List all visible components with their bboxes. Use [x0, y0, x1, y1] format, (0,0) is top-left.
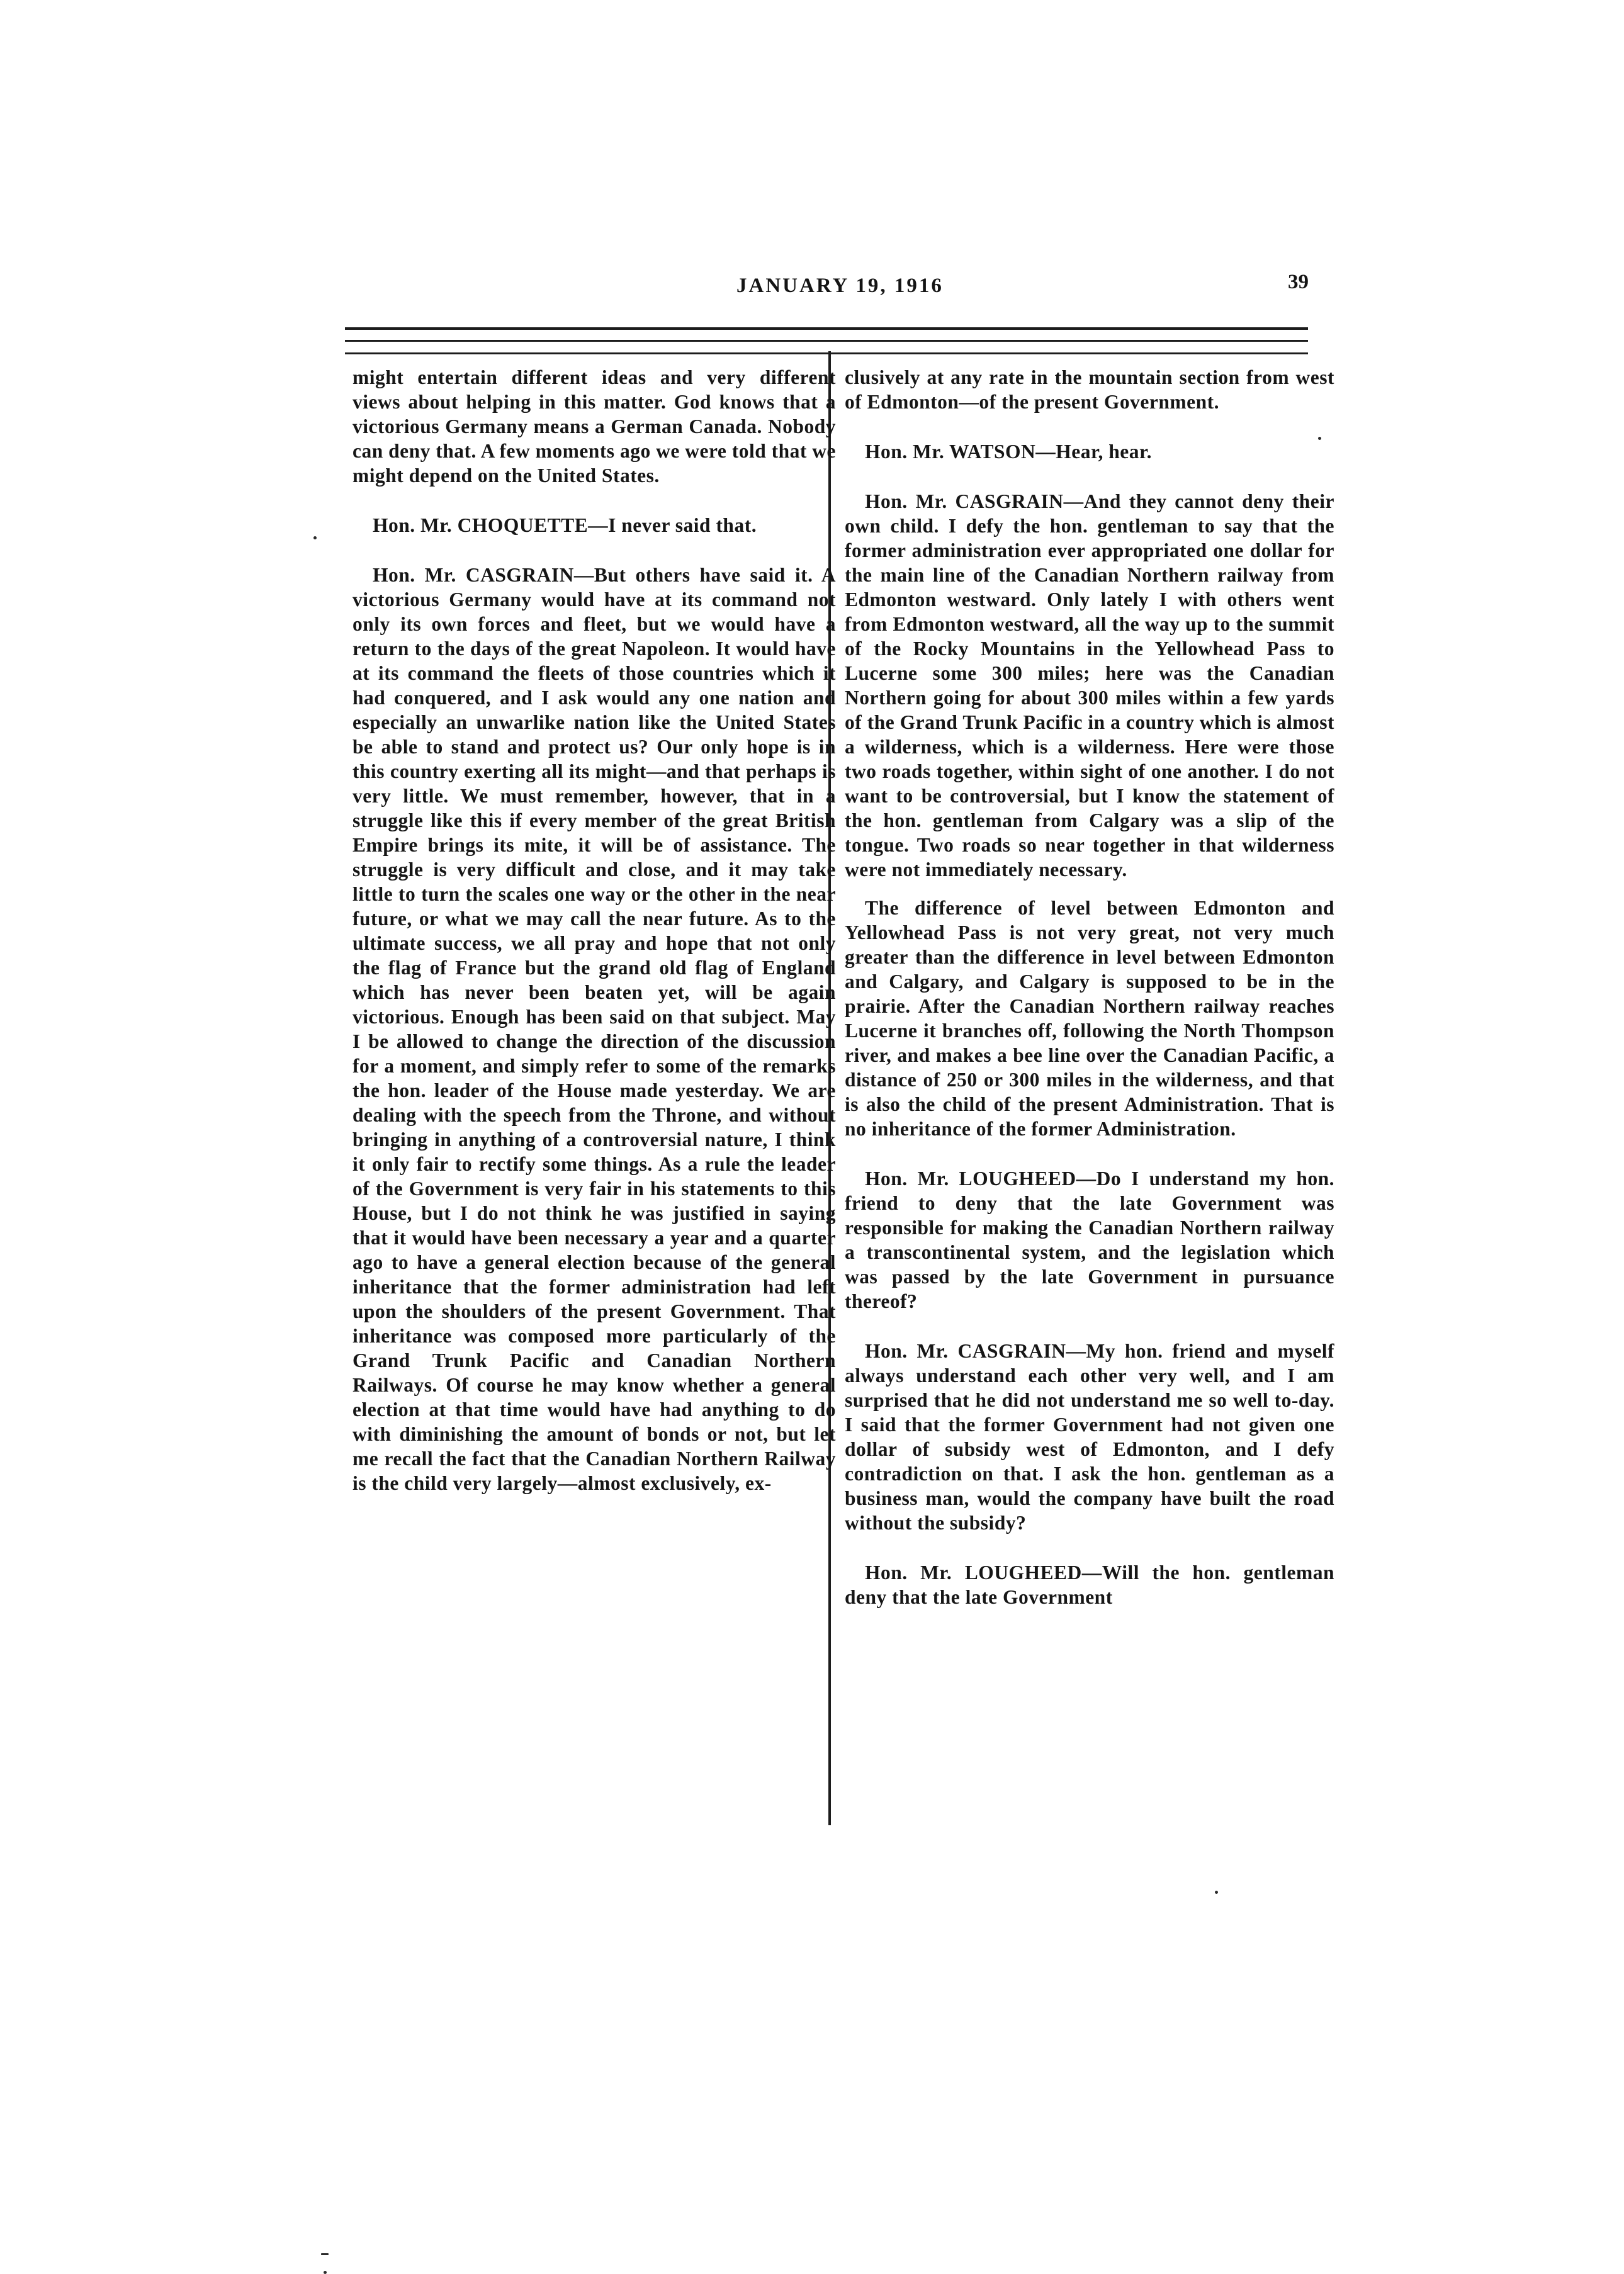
scan-speck: [313, 536, 317, 539]
page-number: 39: [1288, 271, 1309, 293]
speech-paragraph: Hon. Mr. WATSON—Hear, hear.: [865, 441, 1153, 463]
header-rule: [345, 352, 1308, 354]
header-rule: [345, 327, 1308, 330]
scan-speck: [1318, 437, 1321, 440]
speech-paragraph: Hon. Mr. LOUGHEED—Do I understand my hon. friend to deny that the late Government was responsible for making the Canadian Northern railway a transcontinental system, and the legislation which was passed by the late Government in pursuance thereof?: [845, 1168, 1334, 1312]
speech-paragraph: Hon. Mr. CASGRAIN—And they cannot deny their own child. I defy the hon. gentleman to say that the former administration ever appropriated one dollar for the main line of the Canadian Northern railway from Edmonton westward. Only lately I with others went from Edmonton westward, all the way up to the summit of the Rocky Mountains in the Yellowhead Pass to Lucerne some 300 miles; here was the Canadian Northern going for about 300 miles within a few yards of the Grand Trunk Pacific in a country which is almost a wilderness, which is a wilderness. Here were those two roads together, within sight of one another. I do not want to be controversial, but I know the statement of the hon. gentleman from Calgary was a slip of the tongue. Two roads so near together in that wilderness were not immediately necessary.: [845, 490, 1334, 881]
scan-speck: [324, 2271, 327, 2274]
right-column: [845, 365, 1334, 1609]
left-column: [352, 365, 836, 1495]
paragraph: might entertain different ideas and very different views about helping in this matter. God knows that a victorious Germany means a German Canada. Nobody can deny that. A few moments ago we were told that we might depend on the United States.: [352, 366, 836, 487]
speech-paragraph: Hon. Mr. CASGRAIN—But others have said it. A victorious Germany would have at its command not only its own forces and fleet, but we would have a return to the days of the great Napoleon. It would have at its command the fleets of those countries which it had conquered, and I ask would any one nation and especially an unwarlike nation like the United States be able to stand and protect us? Our only hope is in this country exerting all its might—and that perhaps is very little. We must remember, however, that in a struggle like this if every member of the great British Empire brings its mite, it will be of assistance. The struggle is very difficult and close, and it may take little to turn the scales one way or the other in the near future, or what we may call the near future. As to the ultimate success, we all pray and hope that not only the flag of France but the grand old flag of England which has never been beaten yet, will be again victorious. Enough has been said on that subject. May I be allowed to change the direction of the discussion for a moment, and simply refer to some of the remarks the hon. leader of the House made yesterday. We are dealing with the speech from the Throne, and without bringing in anything of a controversial nature, I think it only fair to rectify some things. As a rule the leader of the Government is very fair in his statements to this House, but I do not think he was justified in saying that it would have been necessary a year and a quarter ago to have a general election because of the general inheritance that the former administration had left upon the shoulders of the present Government. That inheritance was composed more particularly of the Grand Trunk Pacific and Canadian Northern Railways. Of course he may know whether a general election at that time would have had anything to do with diminishing the amount of bonds or not, but let me recall the fact that the Canadian Northern Railway is the child very largely—almost exclusively, ex-: [352, 564, 836, 1494]
speech-paragraph: Hon. Mr. CHOQUETTE—I never said that.: [373, 514, 757, 536]
paragraph: clusively at any rate in the mountain section from west of Edmonton—of the present Government.: [845, 366, 1334, 413]
paragraph: The difference of level between Edmonton and Yellowhead Pass is not very great, not very much greater than the difference in level between Edmonton and Calgary, and Calgary is supposed to be in the prairie. After the Canadian Northern railway reaches Lucerne it branches off, following the North Thompson river, and makes a bee line over the Canadian Pacific, a distance of 250 or 300 miles in the wilderness, and that is also the child of the present Administration. That is no inheritance of the former Administration.: [845, 897, 1334, 1140]
header-rule: [345, 340, 1308, 342]
scan-speck: [321, 2253, 329, 2255]
running-header-date: JANUARY 19, 1916: [736, 274, 944, 297]
speech-paragraph: Hon. Mr. LOUGHEED—Will the hon. gentleman deny that the late Government: [845, 1562, 1334, 1608]
scan-speck: [1215, 1891, 1218, 1894]
speech-paragraph: Hon. Mr. CASGRAIN—My hon. friend and myself always understand each other very well, and I am surprised that he did not understand me so well to-day. I said that the former Government had not given one dollar of subsidy west of Edmonton, and I defy contradiction on that. I ask the hon. gentleman as a business man, would the company have built the road without the subsidy?: [845, 1340, 1334, 1534]
